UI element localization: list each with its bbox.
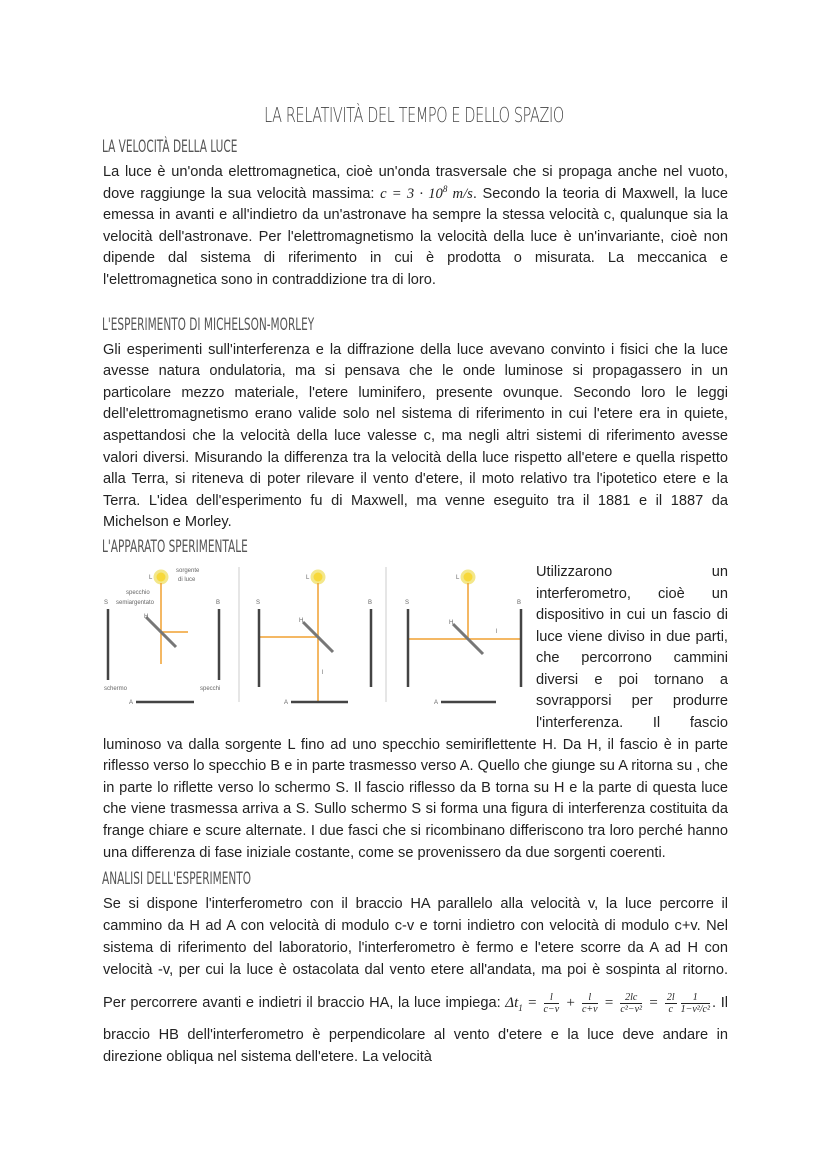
- label-L: L: [306, 574, 310, 581]
- label-S: S: [405, 599, 410, 606]
- text: Utilizzarono un interferometro, cioè un dispositivo in cui un fascio di luce viene diviso in due parti, che percorrono cammini diversi e poi tornano a sovrapporsi per produrre l'interferenza. Il fascio luminoso va dalla sorgente L fino ad uno specchio semiriflettente H. Da H, il fascio è in parte riflesso verso lo specchio B e in parte trasmesso verso A. Quello che giunge su A ritorna su , che in parte lo riflette verso lo schermo S. Il fascio riflesso da B torna su H e la parte di questa luce che viene trasmessa arriva a S. Sullo schermo S si forma una figura di interferenza costituita da frange chiare e scure alternate. I due fasci che si ricombinano differiscono tra loro perché hanno una differenza di fase iniziale costante, come se provenissero da due sorgenti coerenti.: [103, 563, 728, 861]
- formula: [380, 183, 473, 202]
- label-S: S: [104, 599, 109, 606]
- subscript: 1: [518, 1003, 523, 1014]
- paragraph: [103, 562, 728, 864]
- label-A: A: [434, 699, 439, 706]
- label-H: H: [449, 619, 454, 626]
- label-A: A: [284, 699, 289, 706]
- formula: [505, 992, 712, 1016]
- num: l: [582, 992, 598, 1004]
- label-mirror: specchio: [126, 589, 150, 596]
- text: . Il braccio HB dell'interferometro è perpendicolare al vento d'etere e la luce deve andare in direzione obliqua nel sistema dell'etere. La velocità: [103, 995, 728, 1066]
- label-B: B: [517, 599, 522, 606]
- fraction: [681, 992, 710, 1015]
- label-L: L: [149, 574, 153, 581]
- num: 1: [681, 992, 710, 1004]
- text: Se si dispone l'interferometro con il braccio HA parallelo alla velocità v, la luce percorre il cammino da H ad A con velocità di modulo c-v e torni indietro con velocità di modulo c+v. Nel sistema di riferimento del laboratorio, l'interferometro è fermo e l'etere scorre da A ad H con velocità -v, per cui la luce è ostacolata dal vento etere all'andata, ma poi è sospinta al ritorno. Per percorrere avanti e indietri il braccio HA, la luce impiega:: [103, 896, 728, 1012]
- paragraph: [103, 162, 728, 292]
- panel-3: [405, 571, 521, 706]
- den: c+v: [581, 1004, 598, 1016]
- label-H: H: [299, 617, 304, 624]
- den: c: [668, 1004, 673, 1016]
- section-heading: L'ESPERIMENTO DI MICHELSON-MORLEY: [102, 314, 315, 335]
- interferometer-figure: [96, 562, 526, 714]
- formula-text: c = 3 · 10: [380, 185, 443, 202]
- label-l: l: [496, 628, 498, 635]
- label-mirror2: semiargentato: [116, 599, 155, 606]
- den: c²−v²: [620, 1004, 643, 1016]
- label-screen: schermo: [104, 685, 128, 692]
- unit: m/s: [447, 185, 473, 202]
- num: 2l: [666, 992, 675, 1004]
- page-title: LA RELATIVITÀ DEL TEMPO E DELLO SPAZIO: [264, 103, 564, 127]
- num: 2lc: [620, 992, 642, 1004]
- den: c−v: [543, 1004, 560, 1016]
- text: La luce è un'onda elettromagnetica, cioè un'onda trasversale che si propaga anche nel vuoto, dove raggiunge la sua velocità massima:: [103, 164, 728, 202]
- exponent: 8: [442, 183, 448, 194]
- label-B: B: [368, 599, 373, 606]
- panel-1: [104, 568, 220, 706]
- panel-2: [256, 571, 372, 706]
- section-heading: ANALISI DELL'ESPERIMENTO: [102, 869, 252, 890]
- label-H: H: [144, 613, 149, 620]
- fraction: [582, 992, 598, 1015]
- label-A: A: [129, 699, 134, 706]
- label-B: B: [216, 599, 221, 606]
- label-S: S: [256, 599, 261, 606]
- eq: =: [599, 995, 619, 1012]
- eq: =: [522, 995, 542, 1012]
- section-heading: LA VELOCITÀ DELLA LUCE: [102, 137, 238, 157]
- label-L: L: [456, 574, 460, 581]
- num: l: [544, 992, 560, 1004]
- label-source2: di luce: [178, 576, 196, 583]
- plus: +: [561, 995, 580, 1012]
- label-mirrors: specchi: [200, 685, 221, 692]
- paragraph: [103, 894, 728, 1069]
- label-source: sorgente: [176, 567, 200, 574]
- eq: =: [644, 995, 663, 1012]
- fraction: [620, 992, 642, 1015]
- label-l: l: [322, 669, 324, 676]
- den: 1−v²/c²: [680, 1004, 710, 1016]
- text: . Secondo la teoria di Maxwell, la luce emessa in avanti e all'indietro da un'astronave ha sempre la stessa velocità c, qualunque sia la velocità dell'astronave. Per l'elettromagnetismo la velocità della luce è un'invariante, cioè non dipende dal sistema di riferimento in cui è prodotta o misurata. La meccanica e l'elettromagnetica sono in contraddizione tra di loro.: [103, 185, 728, 288]
- fraction: [665, 992, 677, 1015]
- fraction: [544, 992, 560, 1015]
- section-heading: L'APPARATO SPERIMENTALE: [102, 536, 248, 557]
- delta-t: Δt: [505, 995, 519, 1012]
- paragraph: Gli esperimenti sull'interferenza e la diffrazione della luce avevano convinto i fisici che la luce avesse natura ondulatoria, ma si pensava che le onde luminose si propagassero in un particolare mezzo materiale, l'etere luminifero, presente ovunque. Secondo loro le leggi dell'elettromagnetismo erano valide solo nel sistema di riferimento in cui l'etere era in quiete, aspettandosi che la velocità della luce valesse c, ma negli altri sistemi di riferimento avesse valori diversi. Misurando la differenza tra la velocità della luce rispetto all'etere e quella rispetto alla Terra, si riteneva di poter rilevare il vento d'etere, il moto relativo tra l'ipotetico etere e la Terra. L'idea dell'esperimento fu di Maxwell, ma venne eseguito tra il 1881 e il 1887 da Michelson e Morley.: [103, 341, 728, 531]
